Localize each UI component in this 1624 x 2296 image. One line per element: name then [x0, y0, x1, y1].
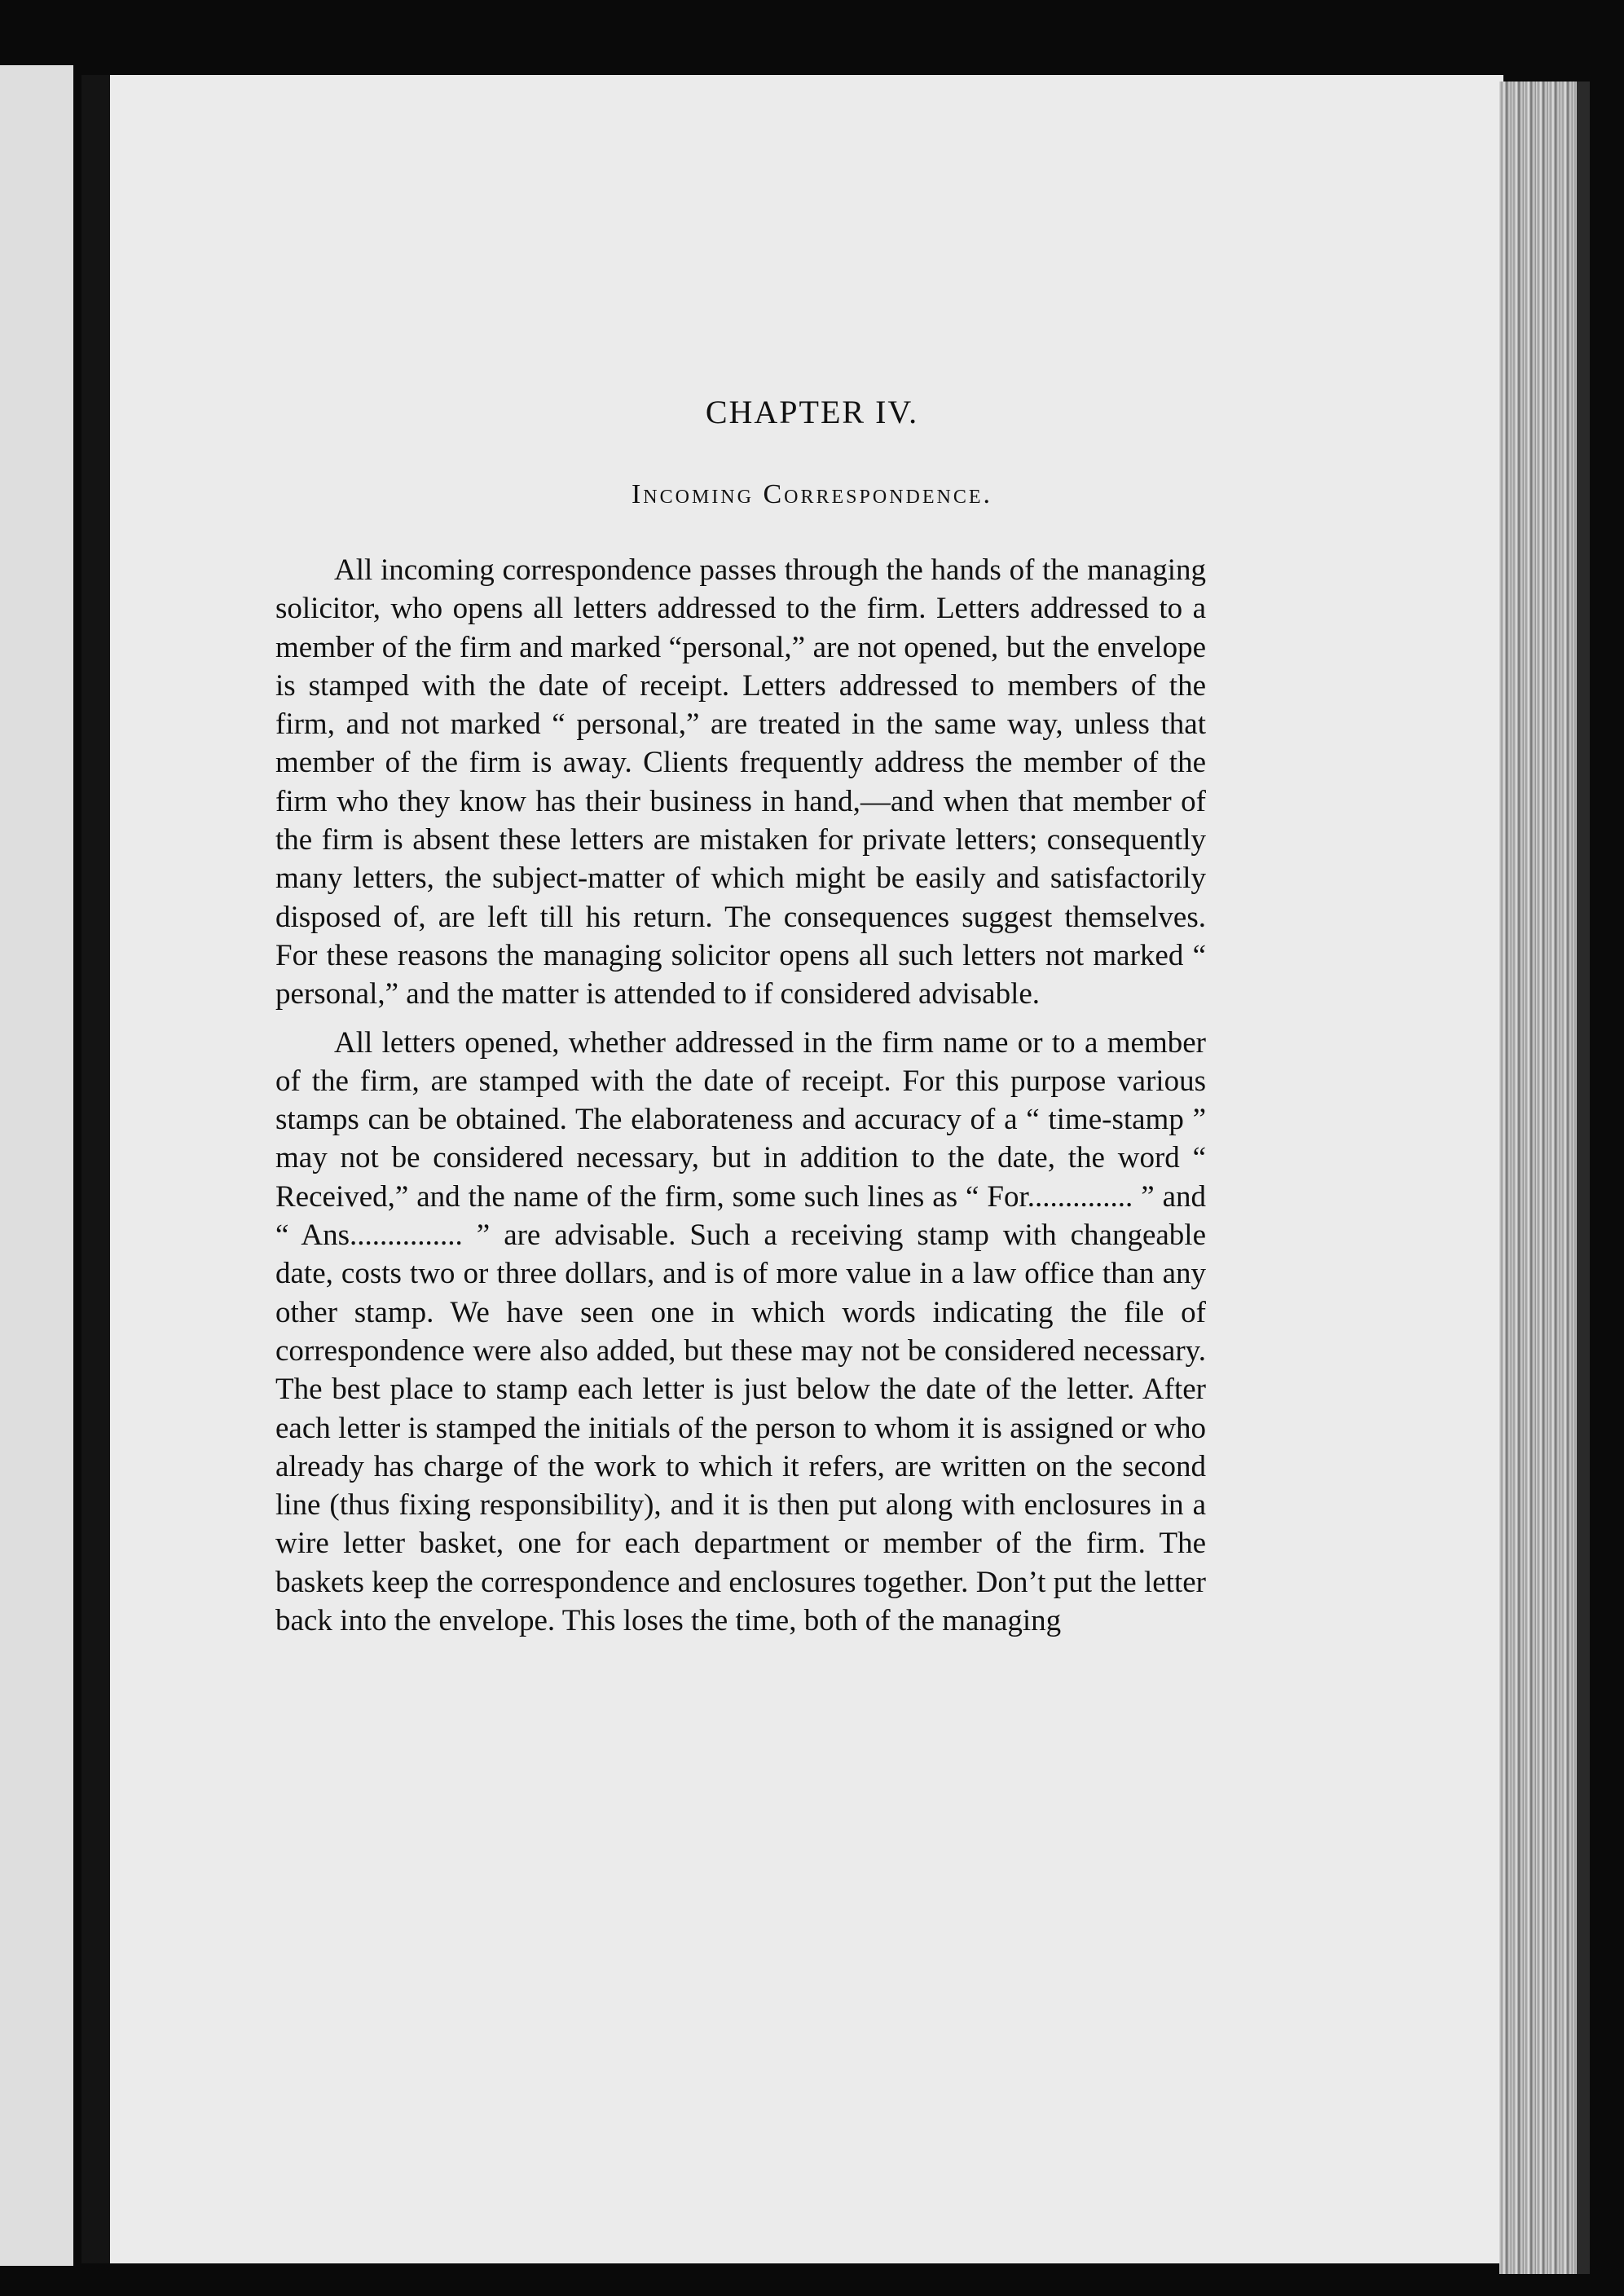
- paragraph: All incoming correspondence passes through the hands of the managing solicitor, who opens all letters addressed to the firm. Letters addressed to a member of the firm and marked “personal,” are not opened, but the envelope is stamped with the date of receipt. Letters addressed to members of the firm, and not marked “ personal,” are treated in the same way, unless that member of the firm is away. Clients frequently address the member of the firm who they know has their business in hand,—and when that member of the firm is absent these letters are mistaken for private letters; consequently many letters, the subject-matter of which might be easily and satisfactorily disposed of, are left till his return. The consequences suggest themselves. For these reasons the managing solicitor opens all such letters not marked “ personal,” and the matter is attended to if considered advisable.: [275, 553, 1206, 1011]
- section-title: Incoming Correspondence.: [631, 479, 993, 509]
- paragraph: All letters opened, whether addressed in the firm name or to a member of the firm, are stamped with the date of receipt. For this purpose various stamps can be obtained. The elaborateness and accuracy of a “ time-stamp ” may not be considered necessary, but in addition to the date, the word “ Received,” and the name of the firm, some such lines as “ For.............. ” and “ Ans............... ” are advisable. Such a receiving stamp with changeable date, costs two or three dollars, and is of more value in a law office than any other stamp. We have seen one in which words indicating the file of correspondence were also added, but these may not be considered necessary. The best place to stamp each letter is just below the date of the letter. After each letter is stamped the initials of the person to whom it is assigned or who already has charge of the work to which it refers, are written on the second line (thus fixing responsibility), and it is then put along with enclosures in a wire letter basket, one for each department or member of the firm. The baskets keep the correspondence and enclosures together. Don’t put the letter back into the envelope. This loses the time, both of the managing: [275, 1025, 1206, 1638]
- chapter-title: CHAPTER IV.: [705, 394, 919, 430]
- body-text: [275, 551, 1206, 1640]
